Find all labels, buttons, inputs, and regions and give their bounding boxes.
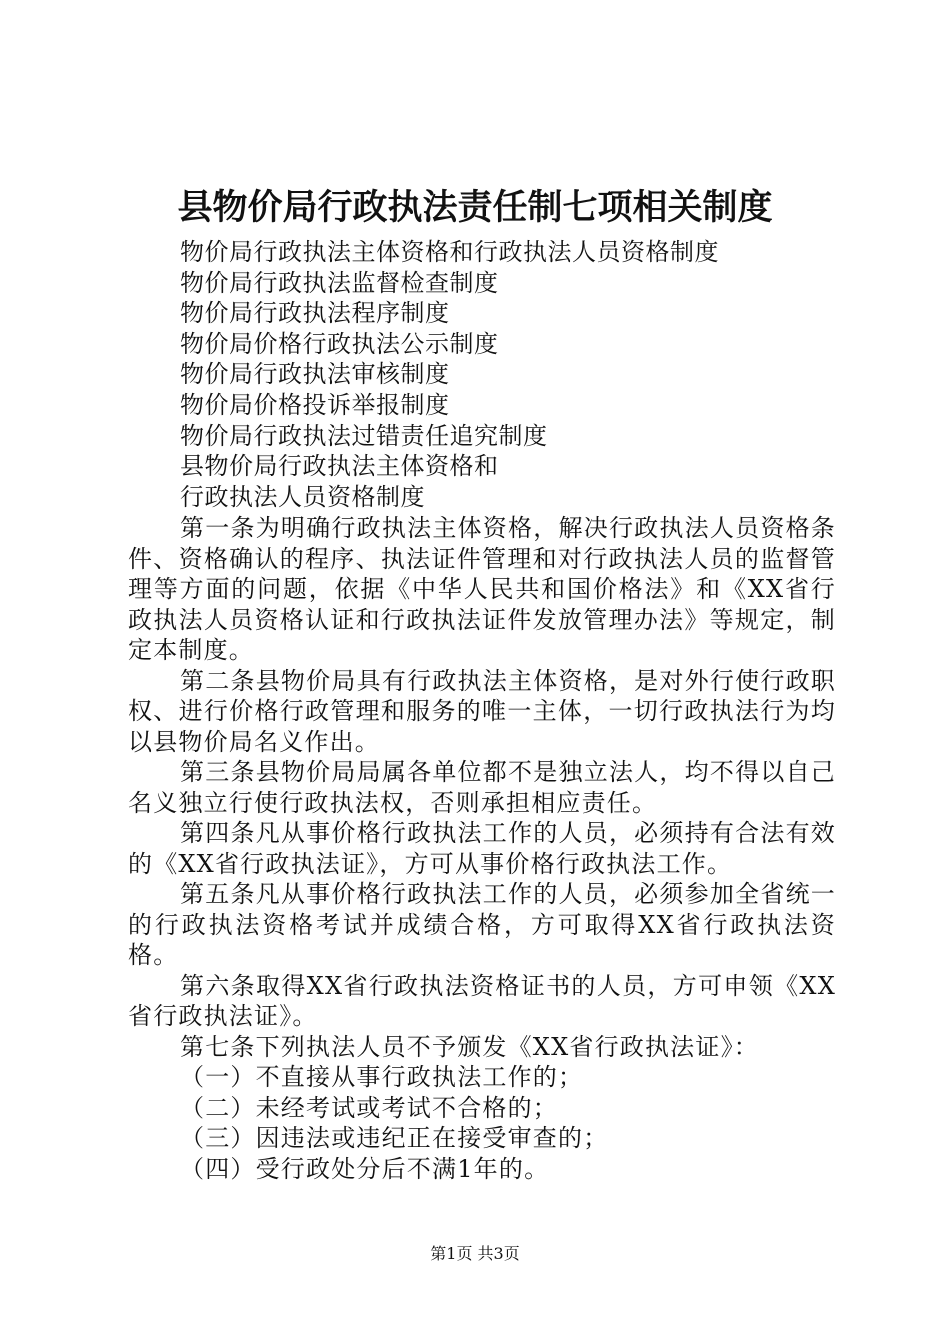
list-item: （三）因违法或违纪正在接受审查的； xyxy=(180,1124,609,1152)
toc-item: 物价局价格行政执法公示制度 xyxy=(180,329,499,358)
table-of-contents xyxy=(180,237,719,512)
toc-item: 物价局行政执法程序制度 xyxy=(180,299,450,328)
document-body xyxy=(128,513,836,1184)
toc-item: 物价局行政执法审核制度 xyxy=(180,360,450,389)
article-paragraph: 第七条下列执法人员不予颁发《XX省行政执法证》： xyxy=(180,1032,759,1061)
toc-item: 物价局行政执法监督检查制度 xyxy=(180,268,499,297)
list-item: （二）未经考试或考试不合格的； xyxy=(180,1093,558,1122)
article-paragraph: 第四条凡从事价格行政执法工作的人员，必须持有合法有效的《XX省行政执法证》，方可从事价格行政执法工作。 xyxy=(128,819,836,878)
section-heading: 县物价局行政执法主体资格和 xyxy=(180,452,499,481)
list-item: （一）不直接从事行政执法工作的； xyxy=(180,1063,584,1091)
article-paragraph: 第三条县物价局局属各单位都不是独立法人，均不得以自己名义独立行使行政执法权，否则承担相应责任。 xyxy=(128,758,836,817)
toc-item: 物价局行政执法过错责任追究制度 xyxy=(180,421,548,450)
list-item: （四）受行政处分后不满1年的。 xyxy=(180,1154,550,1183)
toc-item: 物价局行政执法主体资格和行政执法人员资格制度 xyxy=(180,238,719,266)
document-title: 县物价局行政执法责任制七项相关制度 xyxy=(177,188,773,228)
toc-item: 物价局价格投诉举报制度 xyxy=(180,390,450,419)
article-paragraph: 第五条凡从事价格行政执法工作的人员，必须参加全省统一的行政执法资格考试并成绩合格，方可取得XX省行政执法资格。 xyxy=(128,880,836,969)
article-paragraph: 第一条为明确行政执法主体资格，解决行政执法人员资格条件、资格确认的程序、执法证件管理和对行政执法人员的监督管理等方面的问题，依据《中华人民共和国价格法》和《XX省行政执法人员资格认证和行政执法证件发放管理办法》等规定，制定本制度。 xyxy=(128,514,836,664)
section-heading: 行政执法人员资格制度 xyxy=(180,482,425,511)
article-paragraph: 第六条取得XX省行政执法资格证书的人员，方可申领《XX省行政执法证》。 xyxy=(128,971,836,1030)
page-footer: 第1页 共3页 xyxy=(430,1244,520,1263)
article-paragraph: 第二条县物价局具有行政执法主体资格，是对外行使行政职权、进行价格行政管理和服务的唯一主体，一切行政执法行为均以县物价局名义作出。 xyxy=(128,666,836,756)
